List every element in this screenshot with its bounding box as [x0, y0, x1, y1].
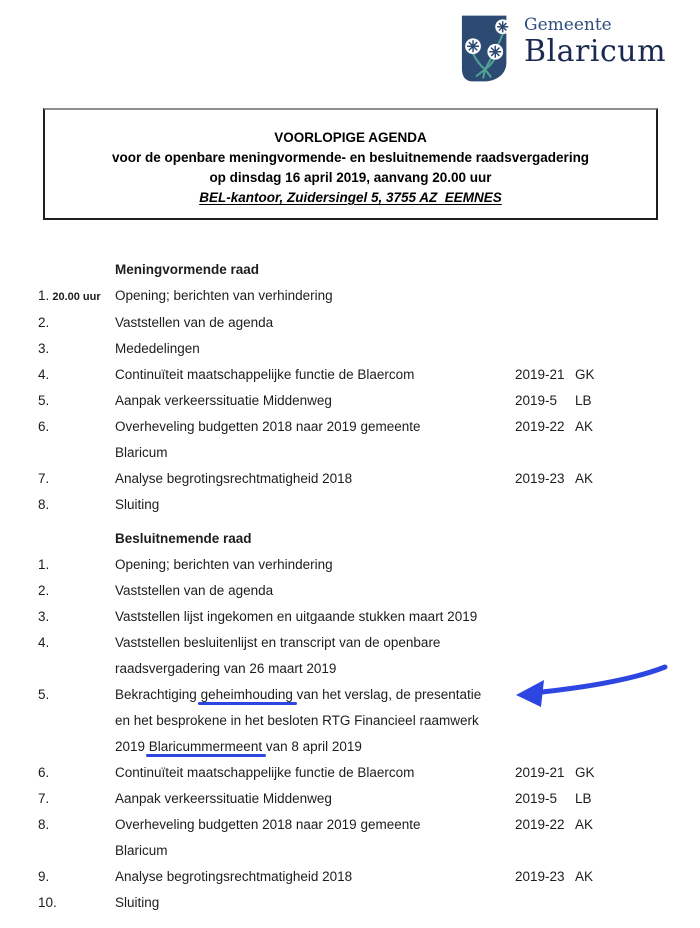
meeting-description: voor de openbare meningvormende- en besluitnemende raadsvergadering — [111, 150, 590, 165]
agenda-item — [38, 890, 678, 916]
item-number: 5. — [38, 687, 50, 702]
municipality-logo — [461, 12, 666, 91]
item-text-line: Mededelingen — [115, 341, 200, 356]
item-document-code: 2019-21 — [515, 367, 565, 382]
item-number: 3. — [38, 609, 50, 624]
item-text — [115, 310, 515, 336]
item-text-line: Vaststellen van de agenda — [115, 583, 274, 598]
item-text-line: Continuïteit maatschappelijke functie de Blaercom — [115, 765, 415, 780]
item-text — [115, 786, 515, 812]
item-text-line: raadsvergadering van 26 maart 2019 — [115, 661, 337, 676]
item-initials: AK — [575, 471, 594, 486]
item-text-line: Aanpak verkeerssituatie Middenweg — [115, 393, 332, 408]
item-text-line: Vaststellen besluitenlijst en transcript van de openbare — [115, 635, 441, 650]
item-number: 1. — [38, 557, 50, 572]
item-text — [115, 492, 515, 518]
agenda-item — [38, 362, 678, 388]
item-text — [115, 890, 515, 916]
item-text-line: Analyse begrotingsrechtmatigheid 2018 — [115, 471, 353, 486]
item-text-line: Opening; berichten van verhindering — [115, 288, 333, 303]
item-number: 10. — [38, 895, 57, 910]
agenda-header-box — [43, 108, 658, 220]
item-initials: AK — [575, 419, 594, 434]
item-text — [115, 552, 515, 578]
item-number: 3. — [38, 341, 50, 356]
item-text — [115, 414, 515, 466]
item-document-code: 2019-22 — [515, 419, 565, 434]
agenda-item — [38, 336, 678, 362]
item-number: 9. — [38, 869, 50, 884]
item-number: 1. 20.00 uur — [38, 288, 101, 303]
item-text-line: 2019 Blaricummermeent van 8 april 2019 — [115, 739, 362, 754]
item-initials: LB — [575, 791, 592, 806]
item-number: 8. — [38, 817, 50, 832]
item-text — [115, 362, 515, 388]
item-text-line: en het besprokene in het besloten RTG Financieel raamwerk — [115, 713, 479, 728]
item-text-line: Blaricum — [115, 843, 168, 858]
agenda-item — [38, 760, 678, 786]
section-heading: Besluitnemende raad — [115, 531, 252, 546]
item-text-line: Overheveling budgetten 2018 naar 2019 gemeente — [115, 419, 421, 434]
item-text-line: Vaststellen van de agenda — [115, 315, 274, 330]
item-text-line: Blaricum — [115, 445, 168, 460]
annotation-arrow-icon — [512, 658, 672, 712]
item-text-line: Continuïteit maatschappelijke functie de Blaercom — [115, 367, 415, 382]
item-initials: LB — [575, 393, 592, 408]
pen-underlined-word: Blaricummermeent — [148, 739, 263, 754]
agenda-item — [38, 552, 678, 578]
agenda-item — [38, 283, 678, 310]
agenda-section — [38, 257, 678, 518]
agenda-title: VOORLOPIGE AGENDA — [274, 130, 427, 145]
item-number: 8. — [38, 497, 50, 512]
item-initials: AK — [575, 869, 594, 884]
item-initials: GK — [575, 367, 595, 382]
item-text — [115, 604, 515, 630]
item-text — [115, 336, 515, 362]
item-document-code: 2019-23 — [515, 869, 565, 884]
agenda-item — [38, 310, 678, 336]
pen-underlined-word: geheimhouding — [200, 687, 293, 702]
item-number: 6. — [38, 765, 50, 780]
agenda — [38, 257, 678, 916]
item-number: 7. — [38, 471, 50, 486]
agenda-item — [38, 466, 678, 492]
item-text — [115, 682, 515, 760]
agenda-item — [38, 604, 678, 630]
item-text-line: Sluiting — [115, 497, 160, 512]
item-text-line: Sluiting — [115, 895, 160, 910]
item-number: 5. — [38, 393, 50, 408]
item-text-line: Analyse begrotingsrechtmatigheid 2018 — [115, 869, 353, 884]
item-document-code: 2019-22 — [515, 817, 565, 832]
item-document-code: 2019-21 — [515, 765, 565, 780]
item-text-line: Overheveling budgetten 2018 naar 2019 gemeente — [115, 817, 421, 832]
item-text-line: Bekrachtiging geheimhouding van het verslag, de presentatie — [115, 687, 482, 702]
item-text — [115, 864, 515, 890]
item-text-line: Opening; berichten van verhindering — [115, 557, 333, 572]
municipality-shield-icon — [461, 12, 511, 91]
item-initials: GK — [575, 765, 595, 780]
agenda-item — [38, 864, 678, 890]
item-number: 2. — [38, 583, 50, 598]
agenda-item — [38, 786, 678, 812]
item-text — [115, 760, 515, 786]
agenda-item — [38, 812, 678, 864]
agenda-item — [38, 578, 678, 604]
agenda-item — [38, 492, 678, 518]
section-heading: Meningvormende raad — [115, 262, 260, 277]
meeting-datetime: op dinsdag 16 april 2019, aanvang 20.00 uur — [209, 170, 492, 185]
meeting-venue: BEL-kantoor, Zuidersingel 5, 3755 AZ EEMNES — [199, 190, 502, 205]
item-number: 4. — [38, 635, 50, 650]
item-number: 4. — [38, 367, 50, 382]
item-text — [115, 578, 515, 604]
item-number: 7. — [38, 791, 50, 806]
item-text — [115, 630, 515, 682]
item-time: 20.00 uur — [49, 291, 101, 303]
item-text — [115, 812, 515, 864]
agenda-section — [38, 526, 678, 916]
item-document-code: 2019-5 — [515, 791, 558, 806]
item-text — [115, 283, 515, 309]
agenda-item — [38, 414, 678, 466]
item-text — [115, 466, 515, 492]
item-number: 6. — [38, 419, 50, 434]
org-name: Blaricum — [524, 34, 667, 69]
municipality-name — [524, 12, 666, 68]
item-initials: AK — [575, 817, 594, 832]
item-document-code: 2019-5 — [515, 393, 558, 408]
item-number: 2. — [38, 315, 50, 330]
item-text-line: Vaststellen lijst ingekomen en uitgaande stukken maart 2019 — [115, 609, 478, 624]
agenda-item — [38, 388, 678, 414]
org-prefix: Gemeente — [524, 15, 612, 35]
item-document-code: 2019-23 — [515, 471, 565, 486]
item-text-line: Aanpak verkeerssituatie Middenweg — [115, 791, 332, 806]
item-text — [115, 388, 515, 414]
